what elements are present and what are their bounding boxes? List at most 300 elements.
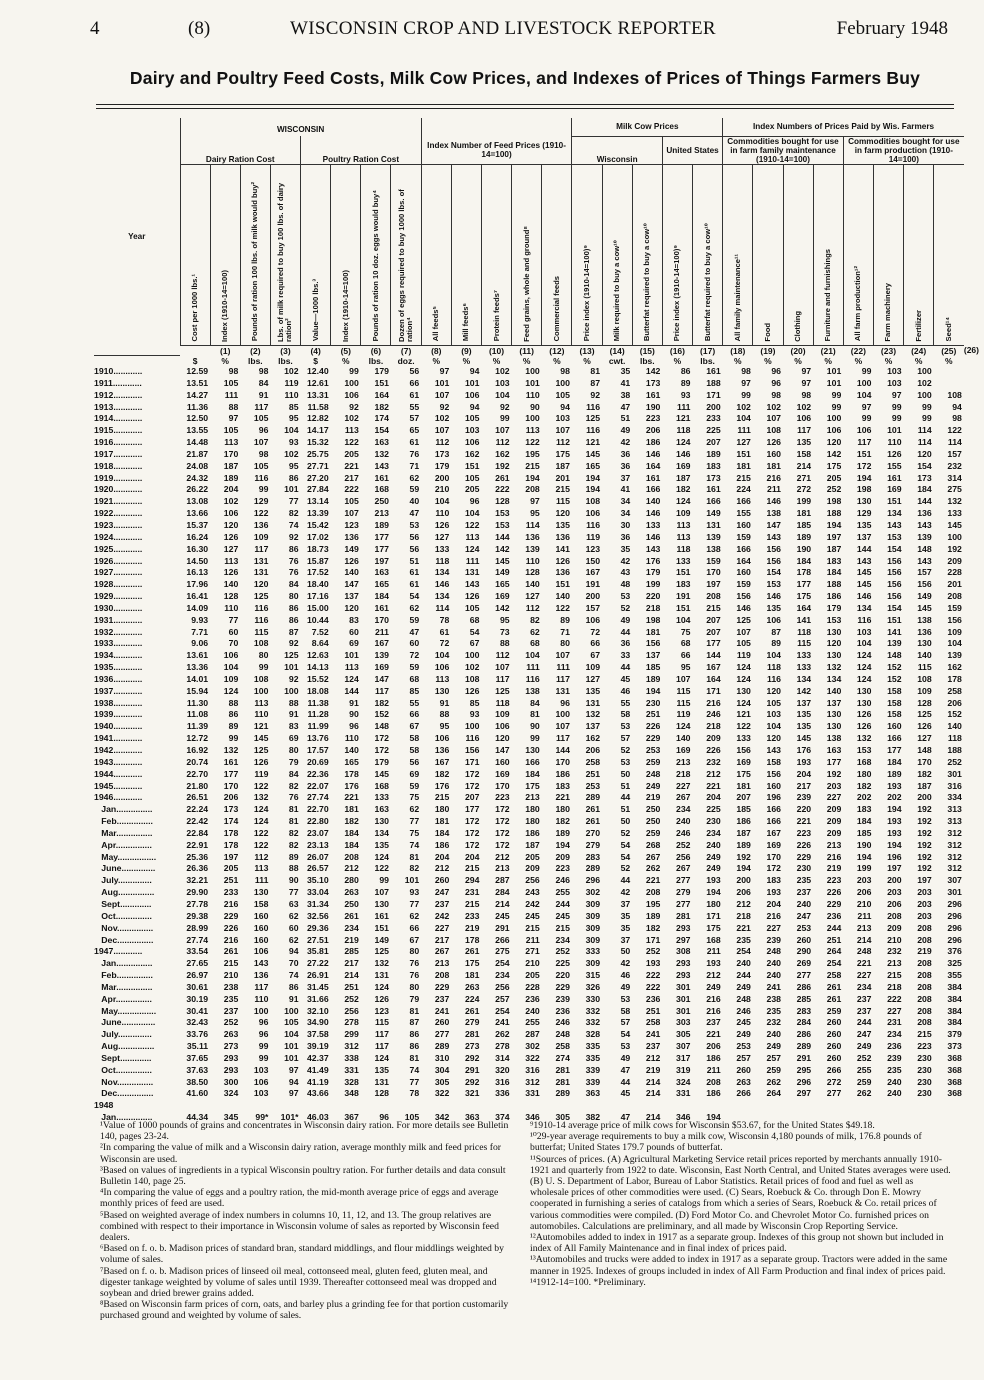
- table-cell: 100: [344, 377, 359, 388]
- table-cell: 211: [706, 946, 721, 957]
- table-cell: 126: [223, 567, 239, 578]
- table-cell: 102: [796, 401, 812, 412]
- table-cell: 131: [464, 567, 480, 578]
- table-row: [94, 899, 964, 911]
- table-cell: 220: [796, 804, 812, 815]
- table-cell: 42: [620, 437, 631, 448]
- table-row: [94, 911, 964, 923]
- table-cell: 213: [374, 508, 389, 519]
- table-cell: 221: [344, 460, 359, 471]
- row-label: May................: [94, 1005, 157, 1016]
- table-cell: 112: [495, 437, 510, 448]
- table-cell: 170: [766, 851, 781, 862]
- table-cell: 173: [706, 472, 721, 483]
- row-label: 1946............: [94, 792, 143, 803]
- table-cell: 101: [525, 377, 540, 388]
- table-cell: 92: [288, 531, 299, 542]
- table-cell: 26.57: [306, 863, 329, 874]
- table-cell: 116: [254, 614, 269, 625]
- table-cell: 164: [645, 460, 661, 471]
- table-cell: 206: [645, 425, 661, 436]
- table-cell: 104: [676, 614, 691, 625]
- table-cell: 47: [620, 1064, 631, 1075]
- row-label: Feb...............: [94, 970, 153, 981]
- table-cell: 312: [947, 851, 962, 862]
- table-cell: 253: [736, 1041, 751, 1052]
- row-label: 1910............: [94, 366, 143, 376]
- table-cell: 115: [374, 1017, 389, 1028]
- table-cell: 77: [409, 1076, 420, 1087]
- table-cell: 236: [826, 910, 842, 921]
- table-cell: 208: [917, 993, 932, 1004]
- table-cell: 44: [620, 1076, 631, 1087]
- table-cell: 296: [947, 910, 962, 921]
- table-cell: [783, 1100, 813, 1112]
- row-label: 1914............: [94, 413, 143, 424]
- table-cell: 332: [585, 1005, 601, 1016]
- table-cell: 249: [706, 981, 721, 992]
- row-label: 1925............: [94, 543, 143, 554]
- column-unit: lbs.: [278, 355, 293, 366]
- table-cell: 212: [344, 863, 359, 874]
- table-cell: 169: [374, 662, 389, 673]
- table-cell: 74: [288, 519, 299, 530]
- table-cell: 160: [736, 519, 751, 530]
- table-cell: 208: [706, 591, 721, 602]
- table-cell: 245: [525, 910, 540, 921]
- table-cell: 222: [344, 484, 359, 495]
- table-cell: 47: [409, 508, 420, 519]
- table-cell: 176: [434, 780, 450, 791]
- table-cell: 330: [585, 993, 601, 1004]
- table-cell: 92: [590, 389, 601, 400]
- table-cell: 154: [374, 425, 389, 436]
- table-cell: 243: [525, 887, 540, 898]
- table-cell: 96: [258, 1029, 269, 1040]
- table-cell: 109: [223, 673, 239, 684]
- table-cell: 21.87: [186, 448, 209, 459]
- table-cell: 106: [464, 437, 480, 448]
- table-cell: 209: [947, 555, 962, 566]
- table-cell: 13.14: [306, 496, 329, 507]
- table-cell: 242: [525, 898, 540, 909]
- table-cell: 110: [254, 709, 269, 720]
- table-cell: 122: [253, 839, 269, 850]
- table-cell: 258: [947, 685, 962, 696]
- table-cell: 52: [620, 602, 631, 613]
- table-cell: 209: [555, 851, 570, 862]
- table-cell: 210: [887, 934, 902, 945]
- table-cell: 146: [766, 496, 781, 507]
- table-row: [94, 473, 964, 485]
- table-cell: 240: [887, 1088, 902, 1099]
- table-cell: 188: [706, 377, 721, 388]
- table-cell: 176: [645, 555, 661, 566]
- table-cell: 229: [796, 851, 812, 862]
- table-cell: 11.99: [307, 721, 329, 732]
- table-cell: [934, 378, 964, 390]
- table-cell: 22.84: [186, 827, 209, 838]
- table-cell: 147: [374, 673, 389, 684]
- table-cell: 207: [464, 792, 480, 803]
- table-cell: 249: [706, 851, 721, 862]
- table-cell: 179: [374, 366, 389, 376]
- table-cell: 65: [409, 425, 420, 436]
- table-cell: 76: [288, 555, 299, 566]
- table-cell: 192: [917, 804, 932, 815]
- table-cell: 31.66: [306, 993, 329, 1004]
- table-cell: 170: [917, 756, 932, 767]
- table-cell: 221: [706, 780, 721, 791]
- table-cell: 153: [495, 508, 510, 519]
- table-cell: 214: [645, 1088, 661, 1099]
- table-cell: 194: [706, 887, 721, 898]
- table-cell: 204: [706, 792, 721, 803]
- table-cell: 221: [706, 1029, 721, 1040]
- table-cell: 119: [676, 709, 691, 720]
- table-cell: 93: [680, 389, 691, 400]
- table-row: [94, 875, 964, 887]
- table-cell: 230: [917, 1088, 932, 1099]
- table-cell: 210: [856, 898, 872, 909]
- table-cell: 208: [645, 887, 661, 898]
- row-label: 1926............: [94, 555, 143, 566]
- column-number: (20): [790, 345, 806, 356]
- table-cell: 69: [409, 768, 420, 779]
- column-header-label: All farm production¹²: [853, 266, 863, 342]
- table-cell: 240: [766, 1029, 781, 1040]
- table-cell: 225: [706, 425, 721, 436]
- table-cell: 170: [495, 780, 510, 791]
- table-cell: [180, 1100, 210, 1112]
- table-cell: 256: [525, 875, 540, 886]
- table-cell: 94: [952, 401, 962, 412]
- table-cell: 178: [947, 673, 962, 684]
- table-cell: 37: [620, 472, 631, 483]
- table-cell: 105: [344, 496, 359, 507]
- table-cell: 151: [856, 448, 872, 459]
- table-cell: 175: [796, 591, 812, 602]
- table-cell: 97: [439, 366, 450, 376]
- table-cell: 99: [861, 413, 872, 424]
- table-cell: 149: [706, 508, 721, 519]
- row-label: 1911............: [94, 377, 142, 388]
- row-label: Apr...............: [94, 839, 152, 850]
- table-cell: 227: [856, 970, 872, 981]
- table-cell: 211: [766, 484, 781, 495]
- table-cell: 11.58: [307, 401, 329, 412]
- table-cell: 221: [555, 792, 570, 803]
- table-cell: 237: [796, 887, 812, 898]
- column-unit: lbs.: [700, 355, 715, 366]
- table-cell: 133: [796, 662, 812, 673]
- table-cell: 135: [796, 437, 812, 448]
- column-number: (13): [579, 345, 595, 356]
- footnotes-right: [530, 1120, 954, 1288]
- row-label: 1921............: [94, 496, 143, 507]
- table-cell: 301: [676, 1005, 691, 1016]
- table-cell: 171: [464, 756, 480, 767]
- table-cell: 182: [555, 816, 570, 827]
- table-cell: 109: [253, 531, 269, 542]
- table-cell: 111: [737, 425, 751, 436]
- table-cell: 97: [891, 389, 902, 400]
- table-cell: 315: [585, 970, 601, 981]
- table-cell: 83: [349, 614, 359, 625]
- table-cell: 25.36: [186, 851, 209, 862]
- table-cell: 186: [706, 1088, 721, 1099]
- table-cell: 134: [434, 567, 450, 578]
- table-cell: 207: [736, 792, 751, 803]
- table-cell: 134: [796, 673, 812, 684]
- table-cell: 161: [645, 389, 661, 400]
- table-cell: 257: [736, 1052, 751, 1063]
- table-cell: 132: [585, 709, 601, 720]
- table-cell: 208: [917, 934, 932, 945]
- table-row: [94, 390, 964, 402]
- table-cell: 13.31: [306, 389, 329, 400]
- table-cell: 126: [766, 437, 781, 448]
- table-cell: [662, 1100, 692, 1112]
- table-cell: 14.50: [186, 555, 209, 566]
- table-cell: 13.08: [186, 496, 209, 507]
- table-cell: 213: [887, 958, 902, 969]
- table-cell: 249: [766, 1041, 781, 1052]
- table-cell: 145: [374, 768, 389, 779]
- column-unit: %: [914, 355, 923, 366]
- table-cell: 158: [796, 448, 812, 459]
- table-cell: 38.50: [186, 1076, 209, 1087]
- table-row: [94, 982, 964, 994]
- table-cell: 138: [826, 733, 842, 744]
- table-cell: 110: [254, 993, 269, 1004]
- table-cell: 128: [525, 567, 540, 578]
- table-cell: 240: [766, 970, 781, 981]
- table-cell: 13.36: [186, 662, 209, 673]
- table-cell: 253: [585, 780, 601, 791]
- table-cell: 204: [223, 484, 239, 495]
- table-cell: 90: [288, 875, 299, 886]
- table-cell: 287: [525, 1029, 540, 1040]
- table-cell: 47: [409, 626, 420, 637]
- table-cell: 41.60: [186, 1088, 209, 1099]
- table-cell: 62: [530, 626, 540, 637]
- table-cell: 99: [258, 484, 269, 495]
- table-cell: 234: [495, 970, 510, 981]
- table-cell: 130: [856, 685, 872, 696]
- table-cell: 106: [826, 425, 842, 436]
- table-cell: 152: [887, 673, 902, 684]
- table-cell: 42: [620, 555, 631, 566]
- table-cell: 217: [344, 958, 359, 969]
- table-cell: 277: [826, 1088, 842, 1099]
- table-cell: 18.73: [306, 543, 329, 554]
- table-cell: 101: [826, 366, 842, 376]
- table-cell: 90: [530, 721, 540, 732]
- table-cell: 102: [284, 366, 299, 376]
- table-cell: 21.80: [186, 780, 209, 791]
- table-cell: 157: [917, 567, 932, 578]
- table-cell: 95: [439, 721, 450, 732]
- table-cell: 286: [796, 1029, 812, 1040]
- table-cell: 204: [766, 898, 781, 909]
- table-cell: 127: [525, 591, 540, 602]
- table-cell: 193: [766, 887, 781, 898]
- table-cell: 126: [856, 721, 872, 732]
- table-cell: 107: [374, 887, 389, 898]
- row-label: Jan...............: [94, 1112, 153, 1123]
- table-row: [94, 556, 964, 568]
- table-cell: 215: [555, 922, 570, 933]
- table-cell: 384: [947, 1017, 962, 1028]
- table-cell: 130: [917, 638, 932, 649]
- table-cell: 223: [555, 863, 570, 874]
- table-cell: 251: [344, 981, 359, 992]
- table-cell: 254: [826, 958, 842, 969]
- table-cell: 43.66: [306, 1088, 329, 1099]
- table-cell: 147: [766, 519, 781, 530]
- table-cell: 113: [224, 437, 239, 448]
- column-number: (21): [820, 345, 836, 356]
- table-cell: 156: [736, 745, 751, 755]
- table-cell: 236: [887, 1041, 902, 1052]
- table-row: [94, 532, 964, 544]
- table-row: [94, 923, 964, 935]
- table-cell: 29.36: [306, 922, 329, 933]
- table-cell: 142: [645, 366, 661, 376]
- row-label: 1947............: [94, 946, 143, 957]
- table-cell: 215: [736, 472, 751, 483]
- table-row: [94, 603, 964, 615]
- table-cell: 149: [495, 567, 510, 578]
- table-cell: [572, 1100, 602, 1112]
- table-cell: 20.74: [186, 756, 209, 767]
- table-row: [94, 686, 964, 698]
- table-cell: 126: [555, 555, 570, 566]
- table-cell: 34.90: [306, 1017, 329, 1028]
- table-cell: 61: [409, 579, 420, 590]
- page-header: [90, 18, 948, 46]
- table-cell: 205: [826, 472, 842, 483]
- table-cell: 339: [585, 1064, 601, 1075]
- table-cell: 120: [253, 579, 269, 590]
- table-cell: 115: [254, 626, 269, 637]
- table-cell: 309: [585, 958, 601, 969]
- table-cell: 101*: [280, 1112, 299, 1123]
- table-cell: 167: [706, 662, 721, 673]
- table-cell: 140: [917, 650, 932, 661]
- table-cell: 136: [555, 531, 570, 542]
- table-cell: 251: [223, 875, 239, 886]
- table-cell: 217: [344, 472, 359, 483]
- table-cell: 278: [344, 1017, 359, 1028]
- table-cell: 305: [434, 1076, 450, 1087]
- table-cell: 228: [947, 567, 962, 578]
- table-cell: 208: [947, 591, 962, 602]
- table-cell: 223: [917, 1041, 932, 1052]
- table-cell: 331: [525, 1088, 540, 1099]
- table-cell: 102: [917, 377, 932, 388]
- table-cell: 260: [826, 1029, 842, 1040]
- table-cell: 116: [586, 401, 601, 412]
- table-cell: 107: [344, 508, 359, 519]
- table-cell: 47: [620, 401, 631, 412]
- table-cell: 27.74: [186, 934, 209, 945]
- table-cell: 241: [434, 1005, 450, 1016]
- table-cell: 166: [736, 496, 751, 507]
- table-cell: 149: [344, 543, 359, 554]
- table-cell: 78: [409, 1088, 420, 1099]
- table-cell: 154: [917, 460, 932, 471]
- table-cell: 27.71: [306, 460, 329, 471]
- table-cell: 118: [676, 543, 691, 554]
- table-cell: 313: [947, 804, 962, 815]
- table-cell: 104: [856, 638, 872, 649]
- column-header: [481, 164, 511, 345]
- table-cell: 184: [887, 756, 902, 767]
- table-cell: 223: [645, 413, 661, 424]
- table-cell: 161: [645, 472, 661, 483]
- table-cell: 35.11: [186, 1041, 209, 1052]
- table-cell: 281: [676, 910, 691, 921]
- table-cell: 10.44: [306, 614, 329, 625]
- table-cell: 213: [434, 958, 450, 969]
- table-row: [94, 520, 964, 532]
- table-cell: 336: [495, 1088, 510, 1099]
- publication-title: WISCONSIN CROP AND LIVESTOCK REPORTER: [290, 18, 716, 39]
- table-cell: 200: [585, 591, 601, 602]
- column-number: (10): [488, 345, 505, 356]
- table-cell: 302: [525, 1041, 540, 1052]
- table-cell: 296: [947, 922, 962, 933]
- table-cell: 70: [288, 958, 299, 969]
- table-cell: 156: [464, 745, 480, 755]
- table-cell: 106: [434, 733, 450, 744]
- table-cell: 91: [258, 389, 269, 400]
- table-cell: 187: [676, 472, 691, 483]
- table-cell: 261: [344, 910, 359, 921]
- table-cell: 339: [585, 1076, 601, 1087]
- table-cell: 51: [620, 413, 631, 424]
- table-cell: 190: [645, 401, 661, 412]
- table-cell: 136: [253, 519, 269, 530]
- table-cell: 235: [766, 1005, 781, 1016]
- table-cell: 68: [680, 638, 691, 649]
- table-cell: 175: [706, 922, 721, 933]
- table-cell: 266: [736, 1088, 751, 1099]
- table-cell: 309: [585, 922, 601, 933]
- table-cell: 240: [706, 839, 721, 850]
- table-cell: 153: [856, 745, 872, 755]
- table-cell: 169: [495, 768, 510, 779]
- table-cell: 237: [223, 1005, 239, 1016]
- table-cell: 101: [284, 484, 299, 495]
- table-cell: 214: [645, 1076, 661, 1087]
- table-cell: 222: [645, 981, 661, 992]
- table-cell: 60: [349, 626, 359, 637]
- column-header: [934, 164, 964, 345]
- table-cell: 291: [495, 922, 510, 933]
- table-cell: 187: [525, 839, 540, 850]
- table-cell: 240: [736, 958, 751, 969]
- table-cell: 199: [645, 579, 661, 590]
- table-cell: 214: [645, 1112, 661, 1123]
- table-cell: 26.36: [186, 863, 209, 874]
- table-cell: 43: [620, 567, 631, 578]
- column-unit: $: [192, 355, 198, 366]
- column-header: [813, 164, 843, 345]
- table-cell: 89: [560, 614, 570, 625]
